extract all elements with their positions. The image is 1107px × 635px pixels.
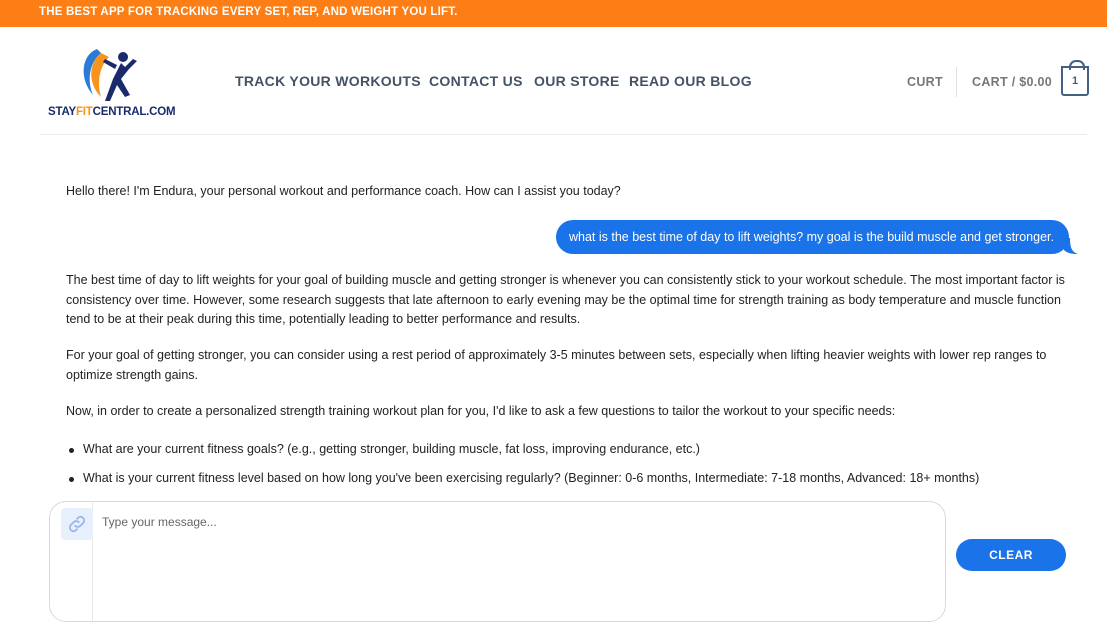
link-icon <box>66 513 88 535</box>
bubble-tail-icon <box>1062 238 1078 254</box>
bot-reply-paragraph-1: The best time of day to lift weights for your goal of building muscle and getting stronger is whenever you can consistently stick to your workout schedule. The most important factor is consistency over time. However, some research suggests that late afternoon to early evening may be the optimal time for strength training as body temperature and muscle function tend to be at their peak during this time, potentially leading to better performance and results. <box>66 273 1065 326</box>
logo-fit: FIT <box>75 106 93 118</box>
site-logo[interactable] <box>47 43 189 121</box>
nav-item-contact-us[interactable]: CONTACT US <box>429 73 523 89</box>
banner-text: THE BEST APP FOR TRACKING EVERY SET, REP, AND WEIGHT YOU LIFT. <box>39 6 458 18</box>
nav-item-read-blog[interactable]: READ OUR BLOG <box>629 73 752 89</box>
logo-suffix: CENTRAL.COM <box>92 106 176 118</box>
logo-figure-icon <box>75 43 155 109</box>
message-composer <box>49 501 946 622</box>
bot-reply-paragraph-2: For your goal of getting stronger, you can consider using a rest period of approximately 3-5 minutes between sets, especially when lifting heavier weights with lower rep ranges to optimize strength gains. <box>66 348 1047 382</box>
user-message-bubble: what is the best time of day to lift weights? my goal is the build muscle and get stronger. <box>556 220 1069 254</box>
logo-wordmark <box>48 106 175 118</box>
bot-reply-paragraph-3: Now, in order to create a personalized strength training workout plan for you, I'd like to ask a few questions to tailor the workout to your specific needs: <box>66 404 896 418</box>
clear-button[interactable]: CLEAR <box>956 539 1066 571</box>
cart-link[interactable]: CART / $0.00 <box>972 75 1053 89</box>
shopping-bag-icon[interactable] <box>1061 66 1089 96</box>
cart-count: 1 <box>1071 75 1079 87</box>
account-link[interactable]: CURT <box>907 75 943 89</box>
list-item: What are your current fitness goals? (e.g., getting stronger, building muscle, fat loss, improving endurance, etc.) <box>66 442 700 456</box>
message-input[interactable] <box>102 515 932 611</box>
logo-prefix: STAY <box>48 106 76 118</box>
list-item: What is your current fitness level based on how long you've been exercising regularly? (Beginner: 0-6 months, Intermediate: 7-18 months, Advanced: 18+ months) <box>66 471 979 485</box>
top-banner <box>0 0 1107 27</box>
nav-item-our-store[interactable]: OUR STORE <box>534 73 620 89</box>
header-divider <box>40 134 1087 135</box>
bot-greeting: Hello there! I'm Endura, your personal workout and performance coach. How can I assist you today? <box>66 184 621 198</box>
nav-item-track-workouts[interactable]: TRACK YOUR WORKOUTS <box>235 73 421 89</box>
composer-sidebar <box>50 502 93 621</box>
attach-link-button[interactable] <box>61 508 93 540</box>
header-divider-vertical <box>956 67 957 97</box>
